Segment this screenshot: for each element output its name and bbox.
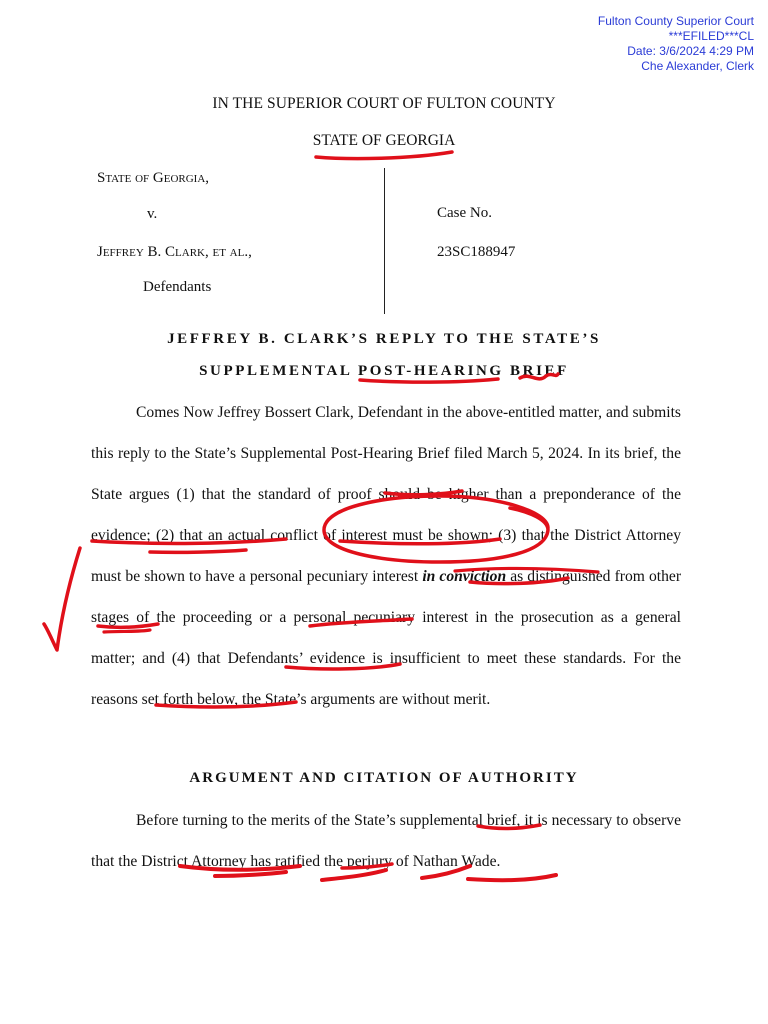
defendants-label: Defendants [143,279,212,295]
intro-text-b: as distinguished from other stages of the proceeding or a personal pecuniary interest in the prosecution as a general matter; and (4) that Defendants’ evidence is insufficient to meet these standards. For the reasons set forth below, the State’s arguments are without merit. [91,568,682,708]
defendant-name: Jeffrey B. Clark, et al., [97,244,252,260]
argument-text: Before turning to the merits of the State’s supplemental brief, it is necessary to observe that the District Attorney has ratified the perjury of Nathan Wade. [91,812,681,870]
versus: v. [147,206,158,222]
caption-divider [384,168,385,314]
court-title: IN THE SUPERIOR COURT OF FULTON COUNTY [212,95,556,112]
plaintiff-name: State of Georgia, [97,170,210,186]
stamp-efiled: ***EFILED***CL [668,29,754,43]
argument-paragraph [91,800,681,882]
brief-title-line-1: JEFFREY B. CLARK’S REPLY TO THE STATE’S [167,331,601,347]
margin-arrow [44,548,80,650]
state-title: STATE OF GEORGIA [312,132,456,149]
efile-stamp [598,14,754,74]
case-number: 23SC188947 [437,244,516,260]
stamp-date: Date: 3/6/2024 4:29 PM [627,44,754,58]
intro-text-a: Comes Now Jeffrey Bossert Clark, Defendant in the above-entitled matter, and submits this reply to the State’s Supplemental Post-Hearing Brief filed March 5, 2024. In its brief, the State argues (1) that the standard of proof should be higher than a preponderance of the evidence; (2) that an actual conflict of interest must be shown; (3) that the District Attorney must be shown to have a personal pecuniary interest [91,404,681,585]
brief-title-line-2: SUPPLEMENTAL POST-HEARING BRIEF [199,363,569,379]
stamp-clerk: Che Alexander, Clerk [641,59,754,73]
stamp-court: Fulton County Superior Court [597,14,754,28]
intro-emphasis: in conviction [422,568,507,585]
intro-paragraph [91,392,681,720]
underline-state-of-georgia [316,152,452,159]
case-label: Case No. [437,205,492,221]
section-heading: ARGUMENT AND CITATION OF AUTHORITY [189,770,579,786]
